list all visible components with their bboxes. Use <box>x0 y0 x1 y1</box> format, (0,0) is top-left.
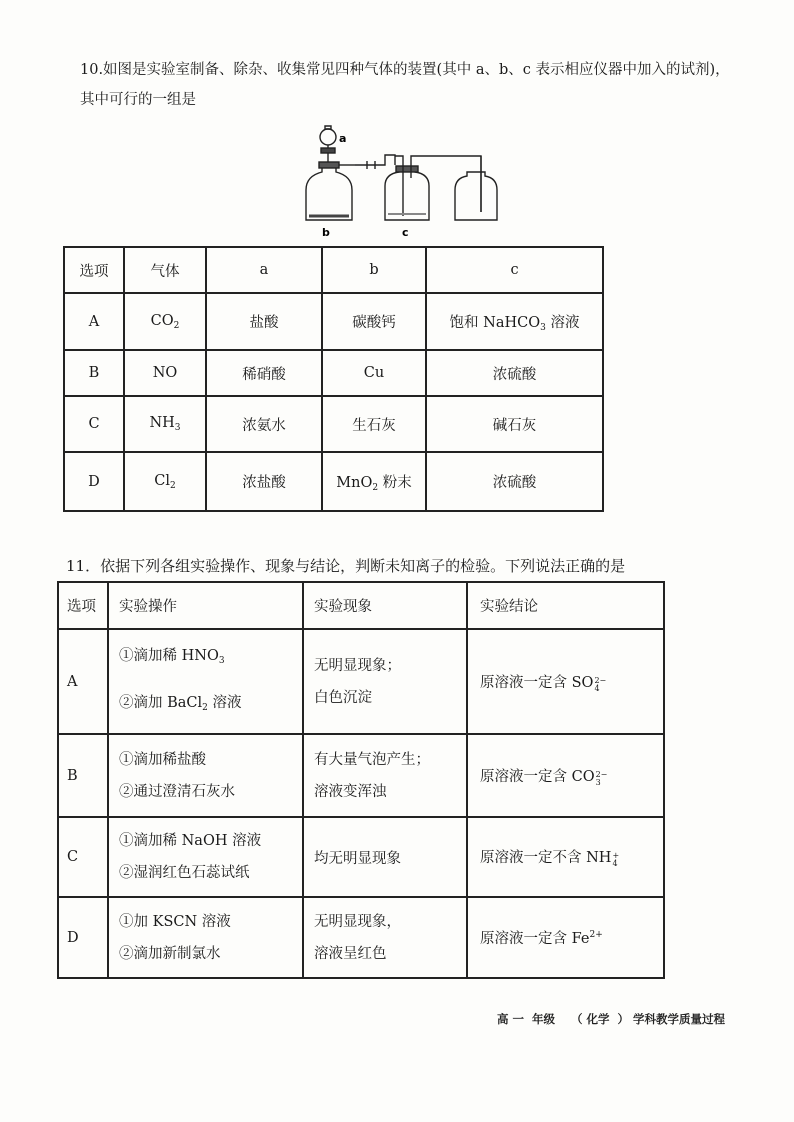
phenomenon-cell: 无明显现象； 白色沉淀 <box>303 629 467 734</box>
operation-cell: ①滴加稀 NaOH 溶液 ②湿润红色石蕊试纸 <box>108 817 303 897</box>
header-c: c <box>426 247 603 293</box>
table-header-row <box>58 582 664 629</box>
reagent-c-cell: 碱石灰 <box>426 396 603 452</box>
gas-cell: $CO_2$ <box>124 293 206 350</box>
header-option: 选项 <box>58 582 108 629</box>
gas-cell: $NH_3$ <box>124 396 206 452</box>
gas-cell: $Cl_2$ <box>124 452 206 511</box>
gas-cell: NO <box>124 350 206 396</box>
conclusion-cell: 原溶液一定含 $Fe^{2+}$ <box>467 897 664 978</box>
reagent-c-cell: 浓硫酸 <box>426 350 603 396</box>
phenomenon-cell: 有大量气泡产生； 溶液变浑浊 <box>303 734 467 817</box>
operation-cell: ①滴加稀盐酸 ②通过澄清石灰水 <box>108 734 303 817</box>
header-conclusion: 实验结论 <box>467 582 664 629</box>
table-row <box>64 293 603 350</box>
option-cell: C <box>58 817 108 897</box>
option-cell: C <box>64 396 124 452</box>
table-row <box>58 897 664 978</box>
table-row <box>64 396 603 452</box>
reagent-b-cell: 生石灰 <box>322 396 426 452</box>
label-c: c <box>402 226 409 239</box>
header-option: 选项 <box>64 247 124 293</box>
header-gas: 气体 <box>124 247 206 293</box>
reagent-a-cell: 盐酸 <box>206 293 322 350</box>
header-b: b <box>322 247 426 293</box>
reagent-c-cell: 浓硫酸 <box>426 452 603 511</box>
reagent-b-cell: MnO$_2$ 粉末 <box>322 452 426 511</box>
table-row <box>58 734 664 817</box>
reagent-a-cell: 浓盐酸 <box>206 452 322 511</box>
option-cell: B <box>58 734 108 817</box>
table-header-row <box>64 247 603 293</box>
phenomenon-cell: 无明显现象， 溶液呈红色 <box>303 897 467 978</box>
phenomenon-cell: 均无明显现象 <box>303 817 467 897</box>
conclusion-cell: 原溶液一定不含 NH + 4 <box>467 817 664 897</box>
question-10-table <box>63 246 604 512</box>
option-cell: A <box>64 293 124 350</box>
operation-cell: ①滴加稀 $HNO_3$ ②滴加 BaCl$_2$ 溶液 <box>108 629 303 734</box>
label-a: a <box>339 132 347 145</box>
option-cell: D <box>64 452 124 511</box>
reagent-c-cell: 饱和 NaHCO$_3$ 溶液 <box>426 293 603 350</box>
table-row <box>64 452 603 511</box>
page-footer: 高 一 年级 （ 化学 ） 学科教学质量过程 <box>497 1012 726 1026</box>
reagent-b-cell: Cu <box>322 350 426 396</box>
header-operation: 实验操作 <box>108 582 303 629</box>
option-cell: A <box>58 629 108 734</box>
option-cell: D <box>58 897 108 978</box>
operation-cell: ①加 KSCN 溶液 ②滴加新制氯水 <box>108 897 303 978</box>
option-cell: B <box>64 350 124 396</box>
table-row <box>64 350 603 396</box>
header-phenomenon: 实验现象 <box>303 582 467 629</box>
question-10-stem-line2: 其中可行的一组是 <box>80 92 196 108</box>
question-10-stem-line1: 10.如图是实验室制备、除杂、收集常见四种气体的装置(其中 a、b、c 表示相应仪器中加入的试剂)， <box>80 62 730 78</box>
reagent-a-cell: 稀硝酸 <box>206 350 322 396</box>
question-11-table <box>57 581 665 979</box>
table-row <box>58 817 664 897</box>
reagent-a-cell: 浓氨水 <box>206 396 322 452</box>
header-a: a <box>206 247 322 293</box>
label-b: b <box>322 226 330 239</box>
conclusion-cell: 原溶液一定含 SO 2− 4 <box>467 629 664 734</box>
reagent-b-cell: 碳酸钙 <box>322 293 426 350</box>
table-row <box>58 629 664 734</box>
conclusion-cell: 原溶液一定含 CO 2− 3 <box>467 734 664 817</box>
gas-apparatus-diagram <box>295 120 515 242</box>
question-11-stem: 11．依据下列各组实验操作、现象与结论，判断未知离子的检验。下列说法正确的是 <box>66 557 626 575</box>
